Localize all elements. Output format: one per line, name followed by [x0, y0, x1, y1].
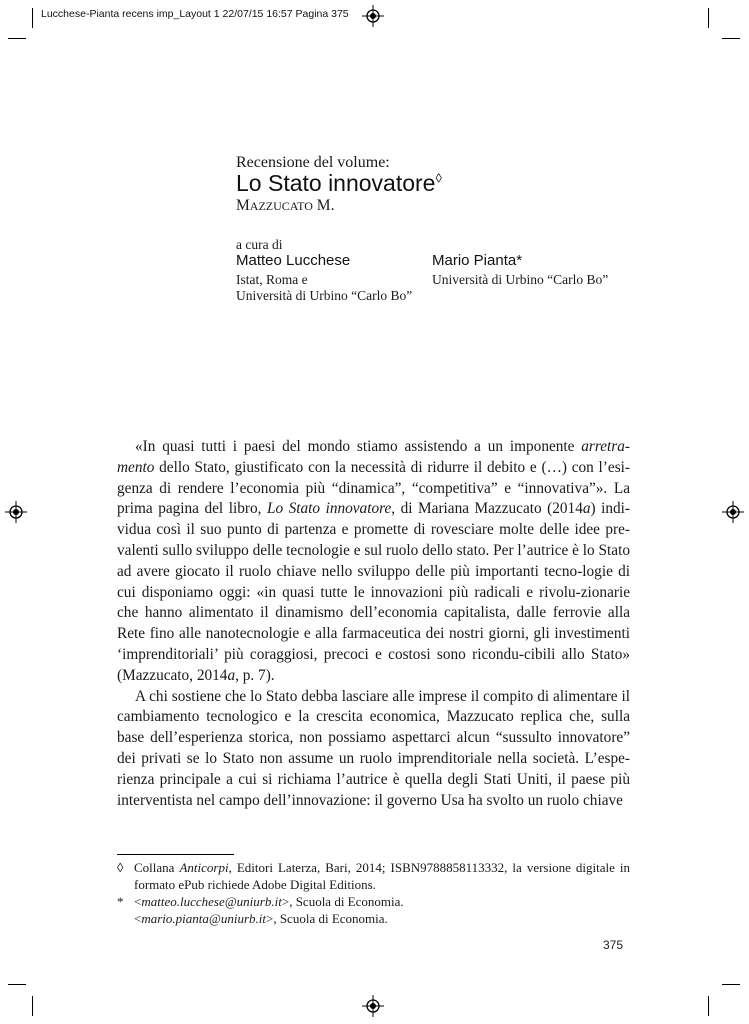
registration-mark-icon — [362, 5, 384, 27]
text-run: , Editori Laterza, Bari, 2014; ISBN9788858113332, la versione digitale in formato ePub richiede Adobe Digital Editions. — [134, 860, 631, 892]
text-run: Collana — [134, 860, 180, 875]
crop-mark — [722, 984, 740, 985]
text-run-italic: arretra-mento — [117, 438, 630, 476]
book-author: MAZZUCATO M. — [236, 197, 335, 214]
crop-mark — [722, 38, 740, 39]
paragraph — [117, 437, 630, 687]
text-run: «In quasi tutti i paesi del mondo stiamo assistendo a un imponente — [135, 438, 582, 455]
footnote-text — [134, 893, 630, 927]
email-link[interactable]: mario.pianta@uniurb.it — [141, 911, 266, 926]
footnote-text — [134, 859, 630, 893]
book-title — [236, 170, 442, 197]
crop-mark — [708, 8, 709, 28]
text-run: , di Mariana Mazzucato (2014 — [391, 500, 583, 518]
paragraph: A chi sostiene che lo Stato debba lasciare alle imprese il compito di alimentare il cambiamento tecnologico e la crescita economica, Mazzucato replica che, sulla base dell’esperienza storica, non possiamo aspettarci alcun “sussulto innovatore” dei privati se lo Stato non assume un ruolo imprenditoriale nella società. L’espe-rienza principale a cui si richiama l’autrice è quella degli Stati Uniti, il paese più interventista nel campo dell’innovazione: il governo Usa ha svolto un ruolo chiave — [117, 687, 630, 809]
text-run: , Scuola di Economia. — [289, 894, 404, 909]
title-footnote-mark: ◊ — [435, 170, 442, 186]
email-link[interactable]: matteo.lucchese@uniurb.it — [141, 894, 282, 909]
registration-mark-icon — [362, 995, 384, 1017]
footnote-symbol: * — [117, 894, 124, 909]
footnote-separator — [117, 854, 234, 855]
text-run-italic: Anticorpi — [179, 860, 229, 875]
registration-mark-icon — [5, 501, 27, 523]
review-body — [117, 437, 630, 811]
text-run: , p. 7). — [235, 666, 275, 684]
affiliation-line: Istat, Roma e — [236, 272, 308, 287]
curated-by-label: a cura di — [236, 237, 283, 252]
text-run-italic: a — [582, 500, 591, 518]
text-run: , Scuola di Economia. — [273, 911, 388, 926]
text-run-italic: Lo Stato innovatore — [266, 500, 392, 518]
affiliation-line: Università di Urbino “Carlo Bo” — [236, 288, 413, 303]
footnote-symbol: ◊ — [117, 860, 124, 875]
crop-mark — [8, 984, 26, 985]
footnote — [117, 893, 630, 927]
text-run: dello Stato, giustificato con la necessità di ridurre il debito e (…) con l’esi-genza di rendere l’economia più “dinamica”, “competitiva” e “innovativa”». La prima pagina del libro, — [117, 458, 630, 518]
footnote-line: <mario.pianta@uniurb.it>, Scuola di Economia. — [134, 911, 388, 926]
crop-mark — [32, 996, 33, 1016]
author-affiliation — [236, 272, 412, 304]
footnote — [117, 859, 630, 893]
affiliation-line: Università di Urbino “Carlo Bo” — [432, 272, 609, 287]
review-label: Recensione del volume: — [236, 154, 390, 171]
registration-mark-icon — [722, 501, 744, 523]
book-title-text: Lo Stato innovatore — [236, 170, 436, 196]
text-run: ) indi-vidua così il suo punto di partenza e promette di rovesciare molte delle idee pre-valenti sullo sviluppo delle tecnologie e sul ruolo dello stato. Per l’autrice è lo Stato ad avere giocato il ruolo chiave nello sviluppo delle più importanti tecno-logie di cui disponiamo oggi: «in quasi tutte le innovazioni più radicali e rivolu-zionarie che hanno alimentato il dinamismo dell’economia capitalista, dalle ferrovie alla Rete fino alle nanotecnologie e alla farmaceutica dei nostri giorni, gli investimenti ‘imprenditoriali’ più coraggiosi, precoci e costosi sono ricondu-cibili allo Stato» (Mazzucato, 2014 — [117, 500, 631, 684]
author-affiliation — [432, 272, 608, 288]
crop-mark — [8, 38, 26, 39]
footnote-line: <matteo.lucchese@uniurb.it>, Scuola di Economia. — [134, 894, 404, 909]
author-name: Mario Pianta* — [432, 252, 523, 269]
crop-mark — [708, 996, 709, 1016]
print-slug-line: Lucchese-Pianta recens imp_Layout 1 22/07/15 16:57 Pagina 375 — [41, 8, 349, 20]
page-number: 375 — [603, 938, 624, 952]
author-name: Matteo Lucchese — [236, 252, 351, 269]
crop-mark — [32, 8, 33, 28]
text-run-italic: a — [227, 666, 236, 684]
